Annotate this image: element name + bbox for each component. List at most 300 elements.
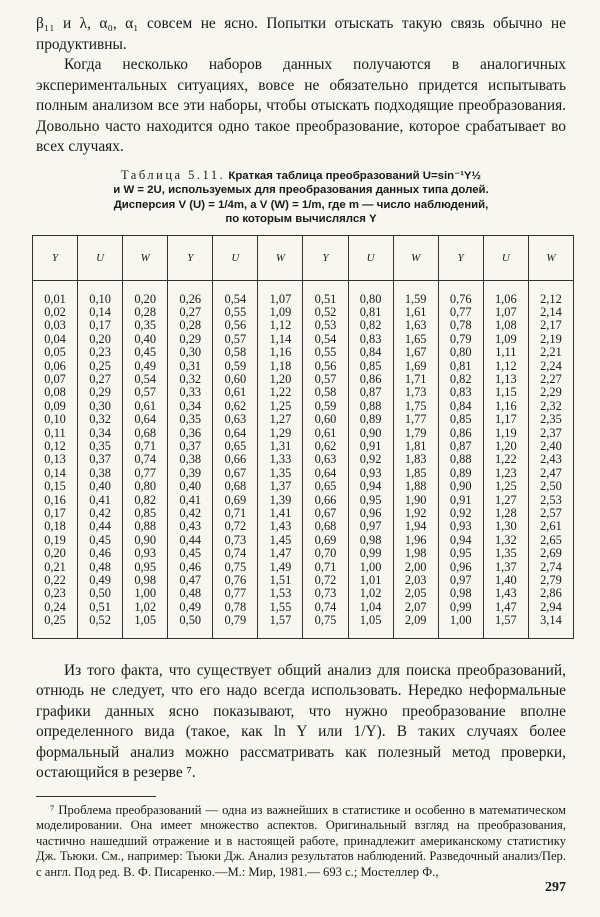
table-cell: 2,19 (528, 333, 573, 346)
table-cell: 0,78 (438, 319, 483, 332)
table-cell: 1,96 (393, 534, 438, 547)
table-cell: 2,74 (528, 561, 573, 574)
table-cell: 0,31 (168, 360, 213, 373)
table-cell: 1,53 (258, 587, 303, 600)
table-cell: 2,14 (528, 306, 573, 319)
table-cell: 0,80 (348, 293, 393, 306)
table-cell: 0,92 (438, 507, 483, 520)
table-cell: 1,55 (258, 601, 303, 614)
table-header-cell: W (123, 235, 168, 280)
table-cell: 0,32 (168, 373, 213, 386)
table-cell: 0,15 (33, 480, 78, 493)
table-cell: 0,93 (438, 520, 483, 533)
table-cell: 2,79 (528, 574, 573, 587)
table-caption-line3: Дисперсия V (U) = 1/4m, а V (W) = 1/m, где m — число наблюдений, (113, 198, 489, 211)
table-row (33, 293, 574, 306)
table-cell: 0,86 (438, 427, 483, 440)
table-cell: 1,88 (393, 480, 438, 493)
table-cell: 1,79 (393, 427, 438, 440)
table-cell: 1,67 (393, 346, 438, 359)
table-cell: 0,44 (78, 520, 123, 533)
table-cell: 0,51 (303, 293, 348, 306)
table-cell: 0,14 (33, 467, 78, 480)
table-row (33, 453, 574, 466)
table-cell: 2,05 (393, 587, 438, 600)
table-cell: 1,11 (483, 346, 528, 359)
table-cell: 0,59 (213, 360, 258, 373)
table-cell: 0,52 (303, 306, 348, 319)
table-cell: 0,64 (213, 427, 258, 440)
table-cell: 1,43 (258, 520, 303, 533)
table-cell: 1,57 (258, 614, 303, 638)
table-cell: 2,37 (528, 427, 573, 440)
table-cell: 0,47 (168, 574, 213, 587)
table-cell: 2,65 (528, 534, 573, 547)
table-cell: 2,40 (528, 440, 573, 453)
table-header-cell: U (348, 235, 393, 280)
table-cell: 1,00 (348, 561, 393, 574)
table-cell: 1,65 (393, 333, 438, 346)
table-cell: 0,40 (123, 333, 168, 346)
table-cell: 0,78 (213, 601, 258, 614)
table-cell: 0,84 (348, 346, 393, 359)
table-cell: 0,29 (78, 386, 123, 399)
table-spacer-row (33, 280, 574, 293)
table-cell: 2,47 (528, 467, 573, 480)
table-cell: 0,45 (78, 534, 123, 547)
table-cell: 0,88 (348, 400, 393, 413)
table-header-cell: W (528, 235, 573, 280)
table-row (33, 494, 574, 507)
table-cell: 2,86 (528, 587, 573, 600)
table-cell: 0,74 (303, 601, 348, 614)
table-cell: 1,02 (123, 601, 168, 614)
table-cell: 0,61 (213, 386, 258, 399)
table-cell: 0,48 (78, 561, 123, 574)
table-cell: 0,35 (168, 413, 213, 426)
table-cell: 0,72 (303, 574, 348, 587)
table-row (33, 574, 574, 587)
table-cell: 0,54 (123, 373, 168, 386)
table-cell: 0,43 (168, 520, 213, 533)
table-cell: 0,58 (303, 386, 348, 399)
table-cell: 0,30 (78, 400, 123, 413)
table-cell: 0,07 (33, 373, 78, 386)
table-cell: 0,06 (33, 360, 78, 373)
table-cell: 0,02 (33, 306, 78, 319)
table-row (33, 534, 574, 547)
table-cell: 0,22 (33, 574, 78, 587)
table-cell: 0,61 (123, 400, 168, 413)
table-cell: 2,21 (528, 346, 573, 359)
table-cell: 0,16 (33, 494, 78, 507)
table-cell: 0,65 (303, 480, 348, 493)
table-cell: 2,12 (528, 293, 573, 306)
table-cell: 0,40 (168, 480, 213, 493)
table-cell: 1,30 (483, 520, 528, 533)
table-cell: 0,09 (33, 400, 78, 413)
table-cell: 0,60 (213, 373, 258, 386)
table-cell: 0,45 (123, 346, 168, 359)
table-cell: 0,30 (168, 346, 213, 359)
table-cell: 0,95 (438, 547, 483, 560)
table-cell: 0,82 (123, 494, 168, 507)
table-cell: 3,14 (528, 614, 573, 638)
table-row (33, 440, 574, 453)
table-cell: 0,56 (303, 360, 348, 373)
table-cell: 1,27 (483, 494, 528, 507)
table-cell: 2,69 (528, 547, 573, 560)
table-cell: 0,90 (348, 427, 393, 440)
table-row (33, 547, 574, 560)
table-row (33, 561, 574, 574)
table-cell: 0,84 (438, 400, 483, 413)
table-cell: 1,04 (348, 601, 393, 614)
table-cell: 1,05 (348, 614, 393, 638)
table-cell: 1,18 (258, 360, 303, 373)
table-cell: 0,28 (123, 306, 168, 319)
table-cell: 0,38 (78, 467, 123, 480)
table-cell: 0,40 (78, 480, 123, 493)
table-cell: 0,03 (33, 319, 78, 332)
table-cell: 0,20 (33, 547, 78, 560)
table-cell: 1,69 (393, 360, 438, 373)
table-cell: 0,82 (438, 373, 483, 386)
table-cell: 0,70 (303, 547, 348, 560)
table-cell: 1,27 (258, 413, 303, 426)
table-cell: 0,49 (123, 360, 168, 373)
table-header-cell: U (213, 235, 258, 280)
table-cell: 1,06 (483, 293, 528, 306)
table-cell: 0,54 (303, 333, 348, 346)
table-cell: 1,22 (483, 453, 528, 466)
table-cell: 2,57 (528, 507, 573, 520)
table-cell: 0,62 (303, 440, 348, 453)
table-cell: 1,41 (258, 507, 303, 520)
table-cell: 0,68 (213, 480, 258, 493)
table-cell: 0,11 (33, 427, 78, 440)
table-cell: 0,71 (123, 440, 168, 453)
table-cell: 0,41 (168, 494, 213, 507)
table-cell: 1,47 (483, 601, 528, 614)
table-cell: 0,36 (168, 427, 213, 440)
table-cell: 0,29 (168, 333, 213, 346)
table-cell: 1,94 (393, 520, 438, 533)
table-cell: 0,48 (168, 587, 213, 600)
table-cell: 0,91 (438, 494, 483, 507)
table-cell: 0,46 (168, 561, 213, 574)
table-cell: 1,98 (393, 547, 438, 560)
table-cell: 1,15 (483, 386, 528, 399)
table-cell: 0,89 (438, 467, 483, 480)
table-cell: 1,83 (393, 453, 438, 466)
table-cell: 1,14 (258, 333, 303, 346)
table-cell: 1,32 (483, 534, 528, 547)
table-cell: 2,03 (393, 574, 438, 587)
table-header-cell: Y (33, 235, 78, 280)
table-cell: 0,99 (348, 547, 393, 560)
table-cell: 0,14 (78, 306, 123, 319)
table-cell: 0,80 (438, 346, 483, 359)
table-cell: 0,20 (123, 293, 168, 306)
table-cell: 0,99 (438, 601, 483, 614)
table-row (33, 306, 574, 319)
table-cell: 0,66 (303, 494, 348, 507)
table-cell: 1,08 (483, 319, 528, 332)
table-cell: 2,00 (393, 561, 438, 574)
table-cell: 1,20 (483, 440, 528, 453)
table-cell: 0,24 (33, 601, 78, 614)
table-cell: 1,85 (393, 467, 438, 480)
table-row (33, 413, 574, 426)
table-cell: 0,98 (348, 534, 393, 547)
table-cell: 0,42 (168, 507, 213, 520)
table-cell: 0,85 (123, 507, 168, 520)
table-cell: 0,50 (78, 587, 123, 600)
table-header-cell: U (483, 235, 528, 280)
table-cell: 2,35 (528, 413, 573, 426)
table-cell: 0,35 (123, 319, 168, 332)
table-cell: 2,29 (528, 386, 573, 399)
table-cell: 0,13 (33, 453, 78, 466)
table-cell: 0,85 (438, 413, 483, 426)
table-cell: 0,87 (348, 386, 393, 399)
table-cell: 0,08 (33, 386, 78, 399)
table-header-cell: U (78, 235, 123, 280)
table-caption-line4: по которым вычислялся Y (225, 213, 377, 225)
table-cell: 1,61 (393, 306, 438, 319)
table-cell: 0,72 (213, 520, 258, 533)
table-cell: 0,97 (438, 574, 483, 587)
table-cell: 2,27 (528, 373, 573, 386)
table-header-row (33, 235, 574, 280)
table-cell: 0,49 (78, 574, 123, 587)
table-cell: 0,38 (168, 453, 213, 466)
table-cell: 0,95 (348, 494, 393, 507)
table-cell: 0,93 (123, 547, 168, 560)
table-cell: 1,40 (483, 574, 528, 587)
table-cell: 1,25 (258, 400, 303, 413)
table-header-cell: W (393, 235, 438, 280)
table-cell: 0,83 (348, 333, 393, 346)
table-cell: 0,90 (438, 480, 483, 493)
table-cell: 0,44 (168, 534, 213, 547)
paragraph-intro: β₁₁ и λ, α₀, α₁ совсем не ясно. Попытки отыскать такую связь обычно не продуктивны. (36, 15, 566, 53)
table-cell: 1,63 (393, 319, 438, 332)
table-cell: 0,77 (438, 306, 483, 319)
table-cell: 0,71 (213, 507, 258, 520)
table-cell: 1,39 (258, 494, 303, 507)
table-cell: 0,04 (33, 333, 78, 346)
page-number: 297 (545, 880, 566, 895)
table-cell: 0,56 (213, 319, 258, 332)
table-cell: 1,00 (438, 614, 483, 638)
table-cell: 0,90 (123, 534, 168, 547)
table-cell: 0,17 (78, 319, 123, 332)
table-cell: 2,09 (393, 614, 438, 638)
table-cell: 0,45 (168, 547, 213, 560)
table-cell: 1,37 (483, 561, 528, 574)
table-cell: 0,60 (303, 413, 348, 426)
table-cell: 0,10 (78, 293, 123, 306)
footnote-divider (36, 796, 156, 797)
table-cell: 0,20 (78, 333, 123, 346)
table-cell: 0,25 (78, 360, 123, 373)
table-cell: 0,46 (78, 547, 123, 560)
table-cell: 0,57 (213, 333, 258, 346)
table-row (33, 346, 574, 359)
table-caption-line2: и W = 2U, используемых для преобразования данных типа долей. (113, 184, 489, 196)
paragraph-after-table: Из того факта, что существует общий анализ для поиска преобразований, отнюдь не следует, что его надо всегда использовать. Нередко неформальные графики данных ясно показывают, что нужно преобразование вполне определенного вида (такое, как ln Y или 1/Y). В таких случаях более формальный анализ можно рассматривать как полезный метод проверки, остающийся в резерве ⁷. (36, 661, 566, 782)
table-cell: 1,13 (483, 373, 528, 386)
table-cell: 0,23 (33, 587, 78, 600)
table-cell: 1,47 (258, 547, 303, 560)
table-cell: 0,74 (123, 453, 168, 466)
table-cell: 1,71 (393, 373, 438, 386)
table-cell: 0,62 (213, 400, 258, 413)
table-cell: 0,37 (78, 453, 123, 466)
table-cell: 0,92 (348, 453, 393, 466)
table-cell: 1,57 (483, 614, 528, 638)
table-row (33, 360, 574, 373)
table-cell: 0,88 (123, 520, 168, 533)
table-cell: 1,12 (258, 319, 303, 332)
table-cell: 1,09 (483, 333, 528, 346)
table-header-cell: Y (438, 235, 483, 280)
table-cell: 0,98 (123, 574, 168, 587)
table-cell: 1,01 (348, 574, 393, 587)
table-cell: 0,10 (33, 413, 78, 426)
table-cell: 0,55 (213, 306, 258, 319)
table-cell: 0,25 (33, 614, 78, 638)
table-cell: 0,79 (438, 333, 483, 346)
table-row (33, 601, 574, 614)
table-cell: 0,23 (78, 346, 123, 359)
table-cell: 1,81 (393, 440, 438, 453)
page-body (36, 14, 566, 881)
table-cell: 1,33 (258, 453, 303, 466)
table-cell: 0,69 (213, 494, 258, 507)
table-cell: 0,01 (33, 293, 78, 306)
paragraph-datasets: Когда несколько наборов данных получаются в аналогичных экспериментальных ситуациях, вовсе не обязательно придется испытывать полным анализом все эти наборы, чтобы отыскать подходящие преобразования. Довольно часто находится одно такое преобразование, которое срабатывает во всех случаях. (36, 56, 566, 155)
table-cell: 0,41 (78, 494, 123, 507)
table-cell: 0,73 (303, 587, 348, 600)
table-cell: 0,28 (168, 319, 213, 332)
table-cell: 0,05 (33, 346, 78, 359)
table-cell: 0,68 (303, 520, 348, 533)
table-cell: 0,86 (348, 373, 393, 386)
table-cell: 0,51 (78, 601, 123, 614)
table-cell: 0,12 (33, 440, 78, 453)
table-cell: 0,64 (303, 467, 348, 480)
table-cell: 0,34 (168, 400, 213, 413)
table-cell: 0,64 (123, 413, 168, 426)
table-cell: 0,63 (303, 453, 348, 466)
table-row (33, 520, 574, 533)
table-cell: 1,16 (483, 400, 528, 413)
table-cell: 0,82 (348, 319, 393, 332)
table-cell: 0,96 (438, 561, 483, 574)
table-cell: 0,75 (303, 614, 348, 638)
table-cell: 0,42 (78, 507, 123, 520)
table-cell: 1,49 (258, 561, 303, 574)
table-cell: 1,31 (258, 440, 303, 453)
table-cell: 0,81 (438, 360, 483, 373)
table-cell: 1,17 (483, 413, 528, 426)
table-cell: 0,26 (168, 293, 213, 306)
table-cell: 0,32 (78, 413, 123, 426)
table-label: Таблица 5.11. (120, 167, 226, 182)
table-cell: 2,50 (528, 480, 573, 493)
table-cell: 0,77 (123, 467, 168, 480)
table-cell: 0,98 (438, 587, 483, 600)
table-cell: 2,32 (528, 400, 573, 413)
table-cell: 1,25 (483, 480, 528, 493)
table-cell: 1,19 (483, 427, 528, 440)
table-row (33, 333, 574, 346)
table-cell: 0,58 (213, 346, 258, 359)
table-cell: 0,94 (438, 534, 483, 547)
table-cell: 1,37 (258, 480, 303, 493)
table-cell: 0,34 (78, 427, 123, 440)
table-cell: 0,77 (213, 587, 258, 600)
table-cell: 0,79 (213, 614, 258, 638)
table-cell: 0,55 (303, 346, 348, 359)
table-row (33, 480, 574, 493)
table-cell: 2,94 (528, 601, 573, 614)
table-caption-line1: Краткая таблица преобразований U=sin⁻¹Y½ (228, 169, 482, 182)
table-cell: 0,35 (78, 440, 123, 453)
table-cell: 0,19 (33, 534, 78, 547)
table-cell: 1,75 (393, 400, 438, 413)
table-cell: 2,43 (528, 453, 573, 466)
table-cell: 0,75 (213, 561, 258, 574)
table-cell: 0,97 (348, 520, 393, 533)
table-cell: 2,07 (393, 601, 438, 614)
table-cell: 1,22 (258, 386, 303, 399)
table-cell: 1,05 (123, 614, 168, 638)
table-cell: 1,12 (483, 360, 528, 373)
table-row (33, 587, 574, 600)
table-row (33, 319, 574, 332)
table-cell: 0,67 (303, 507, 348, 520)
table-cell: 0,18 (33, 520, 78, 533)
table-body (33, 280, 574, 638)
table-cell: 2,17 (528, 319, 573, 332)
table-cell: 0,76 (213, 574, 258, 587)
table-cell: 0,93 (348, 467, 393, 480)
table-cell: 0,49 (168, 601, 213, 614)
table-cell: 0,80 (123, 480, 168, 493)
table-cell: 1,59 (393, 293, 438, 306)
table-cell: 0,61 (303, 427, 348, 440)
table-cell: 1,35 (483, 547, 528, 560)
table-cell: 1,16 (258, 346, 303, 359)
table-cell: 0,17 (33, 507, 78, 520)
table-cell: 0,94 (348, 480, 393, 493)
table-cell: 0,74 (213, 547, 258, 560)
transform-table (32, 235, 574, 639)
table-row (33, 400, 574, 413)
table-cell: 0,76 (438, 293, 483, 306)
table-row (33, 427, 574, 440)
table-cell: 1,07 (258, 293, 303, 306)
table-cell: 1,20 (258, 373, 303, 386)
table-cell: 0,87 (438, 440, 483, 453)
table-cell: 0,27 (78, 373, 123, 386)
table-cell: 1,23 (483, 467, 528, 480)
table-row (33, 614, 574, 638)
